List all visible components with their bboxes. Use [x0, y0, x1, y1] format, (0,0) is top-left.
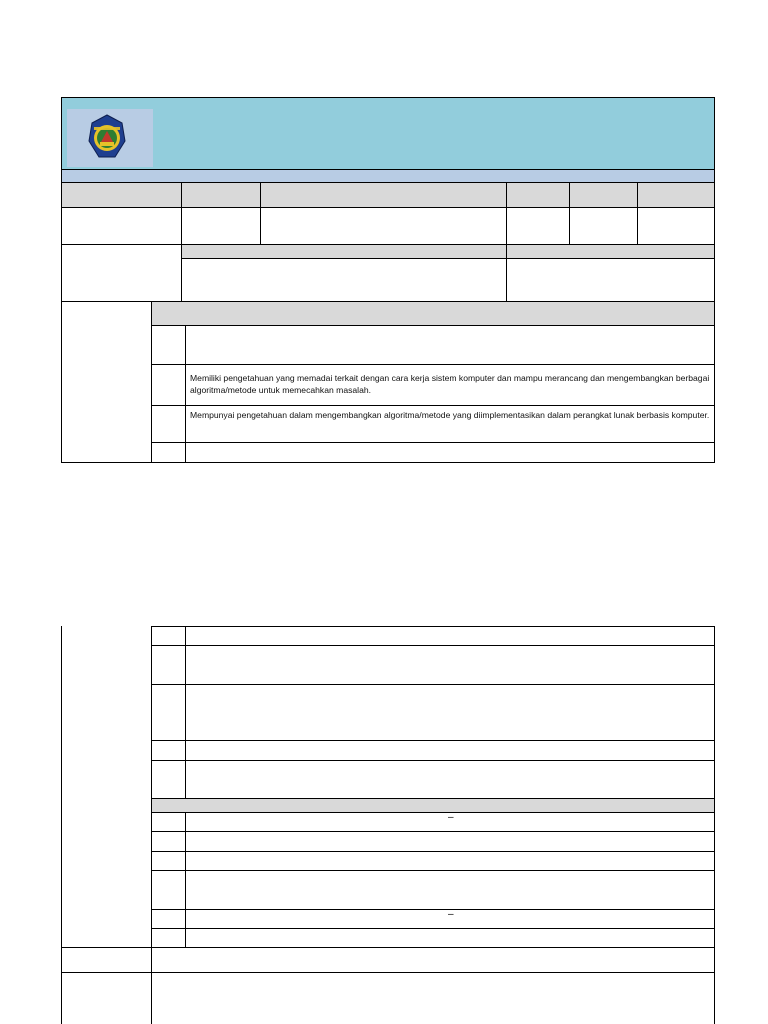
outcome-text-cell	[185, 626, 715, 646]
outcome-text-cell	[185, 645, 715, 685]
section-content-cell	[151, 947, 715, 973]
course-info-cell	[506, 207, 570, 245]
section-subheader	[151, 798, 715, 813]
outcome-text-cell	[185, 325, 715, 365]
outcome-text-cell	[185, 364, 715, 406]
outcome-number-cell	[151, 760, 186, 799]
course-info-cell	[260, 207, 507, 245]
outcome-number-cell	[151, 645, 186, 685]
outcome-number-cell	[151, 740, 186, 761]
outcome-text-cell	[185, 812, 715, 832]
outcome-text: Mempunyai pengetahuan dalam mengembangkan algoritma/metode yang diimplementasikan dalam perangkat lunak berbasis komputer.	[190, 410, 710, 420]
university-seal-icon	[67, 109, 153, 167]
outcome-number-cell	[151, 684, 186, 741]
syllabus-table-page-2	[61, 626, 715, 1024]
outcome-text-cell	[185, 831, 715, 852]
outcome-number-cell	[151, 626, 186, 646]
outcome-text-cell	[185, 442, 715, 463]
section-label-cell	[61, 947, 152, 973]
outcome-text-cell	[185, 405, 715, 443]
outcome-number-cell	[151, 870, 186, 910]
authorization-label-cell	[61, 244, 182, 302]
outcome-number-cell	[151, 364, 186, 406]
logo-area	[67, 109, 153, 167]
column-header-cell	[260, 182, 507, 208]
authorization-subheader	[181, 244, 507, 259]
outcome-text-cell	[185, 851, 715, 871]
header-band	[61, 97, 715, 170]
outcome-text-cell	[185, 928, 715, 948]
course-info-cell	[569, 207, 638, 245]
header-strip	[61, 169, 715, 183]
outcome-number-cell	[151, 831, 186, 852]
outcome-number-cell	[151, 909, 186, 929]
outcome-number-cell	[151, 812, 186, 832]
course-info-cell	[637, 207, 715, 245]
outcome-text-cell	[185, 684, 715, 741]
outcome-text-cell	[185, 909, 715, 929]
outcome-text-cell	[185, 740, 715, 761]
section-label-cell	[61, 972, 152, 1024]
authorization-cell	[506, 258, 715, 302]
outcome-text-cell	[185, 870, 715, 910]
outcome-number-cell	[151, 405, 186, 443]
outcome-number-cell	[151, 851, 186, 871]
outcome-number-cell	[151, 928, 186, 948]
dash-mark: –	[448, 909, 454, 920]
column-header-cell	[569, 182, 638, 208]
column-header-cell	[506, 182, 570, 208]
continued-label-column	[61, 626, 152, 948]
course-info-cell	[181, 207, 261, 245]
outcome-text: Memiliki pengetahuan yang memadai terkait dengan cara kerja sistem komputer dan mampu merancang dan mengembangkan berbagai algoritma/metode untuk memecahkan masalah.	[190, 373, 710, 395]
course-info-cell	[61, 207, 182, 245]
outcome-number-cell	[151, 325, 186, 365]
learning-outcomes-label-cell	[61, 301, 152, 463]
learning-outcomes-subheader	[151, 301, 715, 326]
column-header-cell	[637, 182, 715, 208]
authorization-subheader	[506, 244, 715, 259]
column-header-cell	[181, 182, 261, 208]
section-content-cell	[151, 972, 715, 1024]
syllabus-table-page-1	[61, 97, 715, 463]
authorization-cell	[181, 258, 507, 302]
column-header-cell	[61, 182, 182, 208]
dash-mark: –	[448, 812, 454, 823]
outcome-text-cell	[185, 760, 715, 799]
outcome-number-cell	[151, 442, 186, 463]
